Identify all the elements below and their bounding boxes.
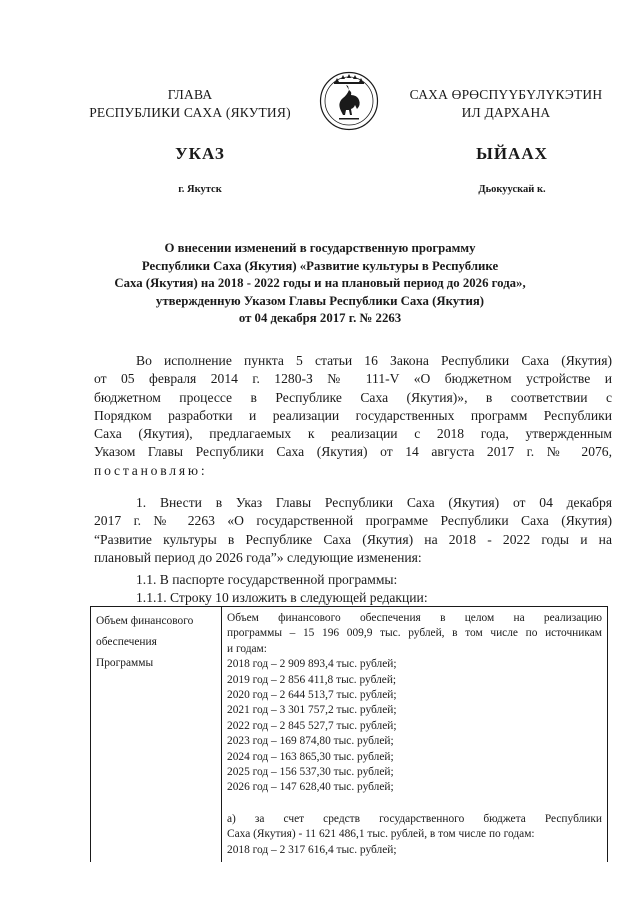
document-title <box>80 240 560 328</box>
doc-type-sah: ЫЙААХ <box>476 144 548 163</box>
decree-word: постановляю: <box>94 462 208 478</box>
label-line: Объем финансового <box>96 615 194 627</box>
title-line: утвержденную Указом Главы Республики Саха (Якутия) <box>155 293 485 308</box>
year-line: 2018 год – 2 909 893,4 тыс. рублей; <box>227 658 397 671</box>
header-left-line1: ГЛАВА <box>167 87 213 102</box>
coat-of-arms-emblem <box>319 71 379 131</box>
preamble-line: Порядком разработки и реализации государственных программ Республики <box>94 407 612 423</box>
source-a-year-line: 2018 год – 2 317 616,4 тыс. рублей; <box>227 843 397 856</box>
header-right-line2: ИЛ ДАРХАНА <box>461 105 551 120</box>
header-left-line2: РЕСПУБЛИКИ САХА (ЯКУТИЯ) <box>89 105 291 120</box>
year-line: 2021 год – 3 301 757,2 тыс. рублей; <box>227 704 397 717</box>
title-line: Республики Саха (Якутия) «Развитие культуры в Республике <box>141 258 499 273</box>
preamble-line: бюджетном процессе в Республике Саха (Якутия)», в соответствии с <box>94 389 612 405</box>
item-1-line: 1. Внести в Указ Главы Республики Саха (Якутия) от 04 декабря <box>136 495 612 510</box>
table-label-cell <box>91 607 222 863</box>
label-line: обеспечения <box>96 636 157 648</box>
year-line: 2022 год – 2 845 527,7 тыс. рублей; <box>227 719 397 732</box>
intro-line: Объем финансового обеспечения в целом на реализацию <box>227 612 602 624</box>
year-line: 2025 год – 156 537,30 тыс. рублей; <box>227 766 394 779</box>
item-1-line: плановый период до 2026 года”» следующие изменения: <box>94 549 422 565</box>
item-1-paragraph <box>94 494 612 567</box>
title-line: от 04 декабря 2017 г. № 2263 <box>238 311 402 325</box>
item-1-1: 1.1. В паспорте государственной программы: <box>136 572 398 587</box>
table-row <box>91 607 608 863</box>
title-line: Саха (Якутия) на 2018 - 2022 годы и на плановый период до 2026 года», <box>114 276 526 290</box>
spacer <box>227 796 602 812</box>
header-left <box>60 86 320 122</box>
year-line: 2026 год – 147 628,40 тыс. рублей; <box>227 781 394 794</box>
year-line: 2020 год – 2 644 513,7 тыс. рублей; <box>227 689 397 702</box>
year-line: 2019 год – 2 856 411,8 тыс. рублей; <box>227 673 397 686</box>
preamble-line: от 05 февраля 2014 г. 1280-З № 111-V «О бюджетном устройстве и <box>94 371 612 387</box>
title-line: О внесении изменений в государственную программу <box>164 241 476 255</box>
city-ru: г. Якутск <box>178 184 222 195</box>
item-1-line: 2017 г. № 2263 «О государственной программе Республики Саха (Якутия) <box>94 513 612 529</box>
item-1-1-1: 1.1.1. Строку 10 изложить в следующей редакции: <box>136 590 428 605</box>
label-line: Программы <box>96 657 154 669</box>
year-line: 2023 год – 169 874,80 тыс. рублей; <box>227 735 394 748</box>
doc-type-ru: УКАЗ <box>175 144 225 163</box>
intro-line: программы – 15 196 009,9 тыс. рублей, в том числе по источникам <box>227 627 602 640</box>
financing-table <box>90 606 608 862</box>
preamble-line: Указом Главы Республики Саха (Якутия) от 14 августа 2017 г. № 2076, <box>94 444 612 460</box>
item-1-line: “Развитие культуры в Республике Саха (Якутия) на 2018 - 2022 годы и на <box>94 531 612 547</box>
year-line: 2024 год – 163 865,30 тыс. рублей; <box>227 750 394 763</box>
source-a-line: а) за счет средств государственного бюджета Республики <box>227 812 602 825</box>
header-right-line1: САХА ӨРӨСПҮҮБҮЛҮКЭТИН <box>409 87 603 102</box>
intro-line: и годам: <box>227 642 267 655</box>
preamble-line: Саха (Якутия), предлагаемых к реализации с 2018 года, утвержденным <box>94 426 612 442</box>
preamble-line: Во исполнение пункта 5 статьи 16 Закона Республики Саха (Якутия) <box>136 353 612 368</box>
header-right <box>372 86 640 122</box>
source-a-line: Саха (Якутия) - 11 621 486,1 тыс. рублей, в том числе по годам: <box>227 828 535 841</box>
preamble-paragraph <box>94 352 612 480</box>
city-sah: Дьокуускай к. <box>478 184 546 195</box>
table-value-cell <box>222 607 608 863</box>
